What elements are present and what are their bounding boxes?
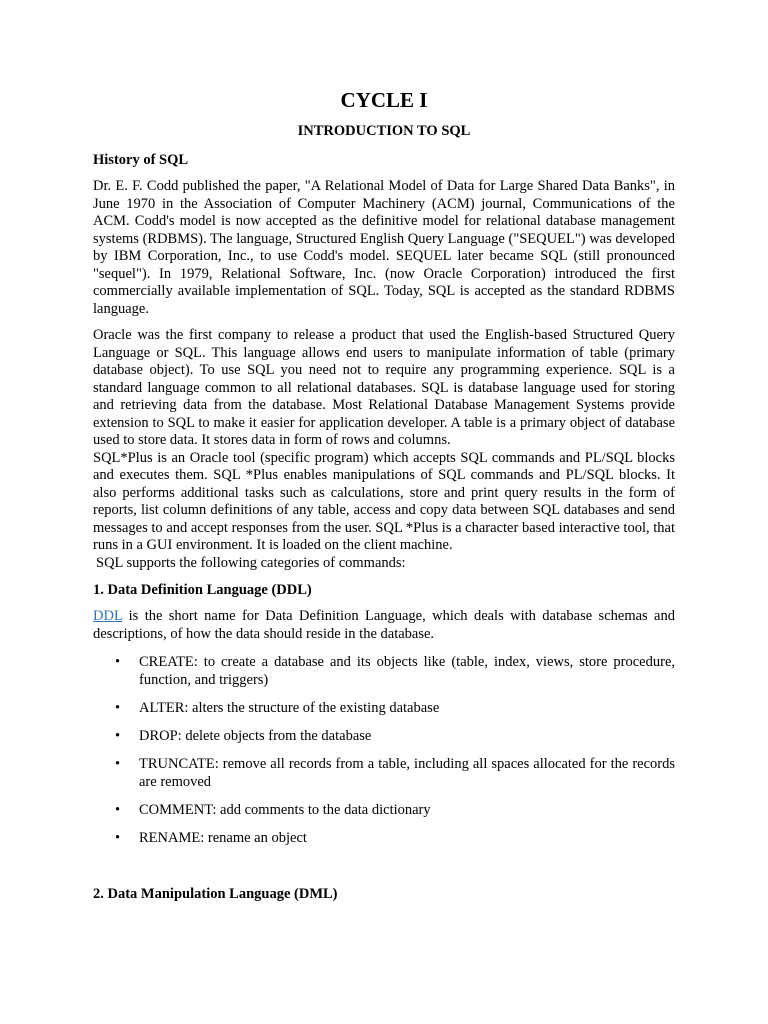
list-item: • DROP: delete objects from the database	[115, 728, 372, 744]
bullet-icon: •	[115, 728, 121, 744]
list-item: • ALTER: alters the structure of the existing database	[115, 700, 440, 716]
document-page	[93, 86, 675, 903]
bullet-icon: •	[115, 700, 121, 716]
document-title: CYCLE I	[340, 88, 428, 112]
history-paragraph: Dr. E. F. Codd published the paper, "A Relational Model of Data for Large Shared Data Banks", in June 1970 in the Association of Computer Machinery (ACM) journal, Communications of the ACM. Codd's model is now accepted as the definitive model for relational database management systems (RDBMS). The language, Structured English Query Language ("SEQUEL") was developed by IBM Corporation, Inc., to use Codd's model. SEQUEL later became SQL (still pronounced "sequel"). In 1979, Relational Software, Inc. (now Oracle Corporation) introduced the first commercially available implementation of SQL. Today, SQL is accepted as the standard RDBMS language.	[93, 178, 675, 317]
bullet-icon: •	[115, 830, 121, 846]
list-item: • CREATE: to create a database and its objects like (table, index, views, store procedure, function, and triggers)	[115, 654, 675, 688]
bullet-icon: •	[115, 654, 121, 670]
categories-line: SQL supports the following categories of commands:	[96, 554, 406, 571]
ddl-heading: 1. Data Definition Language (DDL)	[93, 582, 312, 598]
dml-heading: 2. Data Manipulation Language (DML)	[93, 886, 338, 902]
bullet-icon: •	[115, 802, 121, 818]
list-item: • COMMENT: add comments to the data dictionary	[115, 802, 431, 818]
ddl-description	[93, 608, 675, 643]
sqlplus-paragraph: SQL*Plus is an Oracle tool (specific program) which accepts SQL commands and PL/SQL blocks and executes them. SQL *Plus enables manipulations of SQL commands and PL/SQL blocks. It also performs additional tasks such as calculations, store and print query results in the form of reports, list column definitions of any table, access and copy data between SQL databases and send messages to and accept responses from the user. SQL *Plus is a character based interactive tool, that runs in a GUI environment. It is loaded on the client machine.	[93, 449, 675, 553]
ddl-command-list	[93, 653, 675, 847]
document-subtitle: INTRODUCTION TO SQL	[297, 123, 471, 139]
bullet-icon: •	[115, 756, 121, 772]
history-heading: History of SQL	[93, 152, 189, 168]
ddl-description-text: is the short name for Data Definition Language, which deals with database schemas and descriptions, of how the data should reside in the database.	[93, 608, 675, 642]
list-item: • TRUNCATE: remove all records from a table, including all spaces allocated for the records are removed	[115, 756, 675, 790]
ddl-link[interactable]: DDL	[93, 608, 123, 624]
oracle-paragraph: Oracle was the first company to release a product that used the English-based Structured Query Language or SQL. This language allows end users to manipulate information of table (primary database object). To use SQL you need not to require any programming experience. SQL is a standard language common to all relational databases. SQL is database language used for storing and retrieving data from the database. Most Relational Database Management Systems provide extension to SQL to make it easier for application developer. A table is a primary object of database used to store data. It stores data in form of rows and columns.	[93, 327, 675, 448]
list-item: • RENAME: rename an object	[115, 830, 307, 846]
